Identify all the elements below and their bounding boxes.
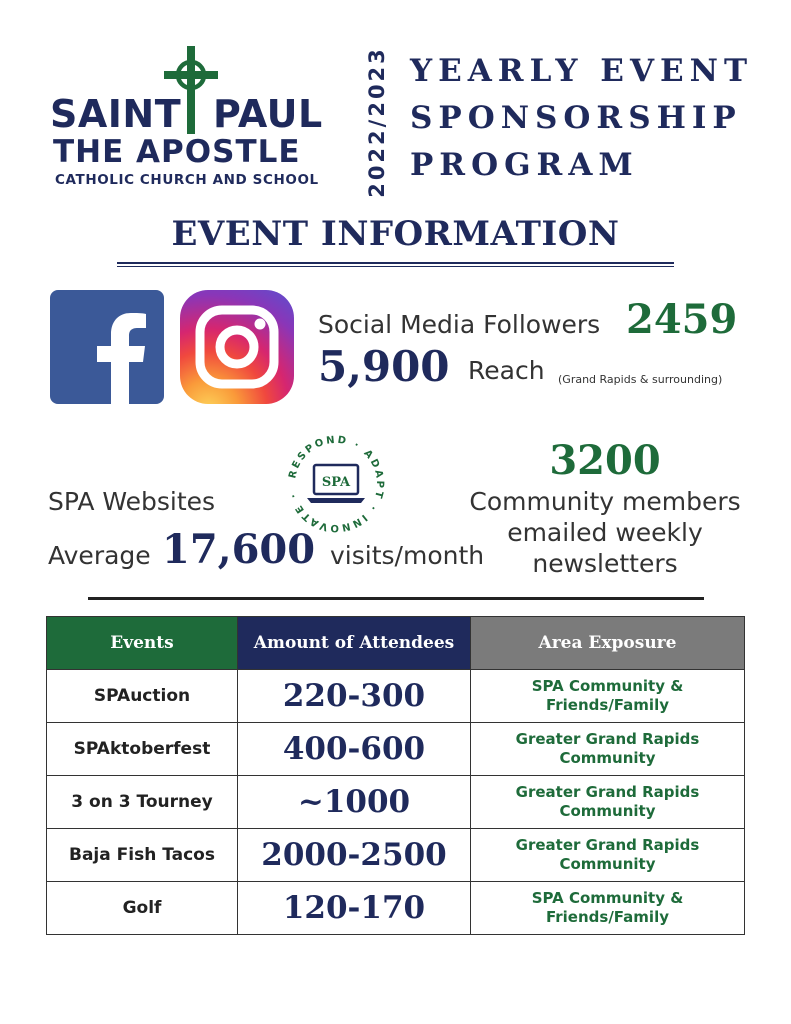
table-row xyxy=(47,829,745,882)
badge-ring-text: RESPOND · ADAPT · INNOVATE · xyxy=(287,434,386,534)
logo-subtitle: CATHOLIC CHURCH AND SCHOOL xyxy=(55,172,319,188)
table-row xyxy=(47,670,745,723)
average-label: Average xyxy=(48,541,151,570)
table-row xyxy=(47,776,745,829)
event-attendees: 400-600 xyxy=(238,723,471,776)
title-underline-thin xyxy=(117,266,674,267)
table-row xyxy=(47,882,745,935)
event-attendees: 220-300 xyxy=(238,670,471,723)
instagram-icon xyxy=(180,290,294,404)
reach-label: Reach xyxy=(468,356,545,385)
websites-label: SPA Websites xyxy=(48,487,216,516)
header-attendees: Amount of Attendees xyxy=(238,617,471,670)
title-underline xyxy=(117,262,674,264)
events-table xyxy=(46,616,745,935)
logo-the-apostle: THE APOSTLE xyxy=(53,134,301,170)
table-header-row xyxy=(47,617,745,670)
header-area-exposure: Area Exposure xyxy=(471,617,745,670)
program-title-line-1: YEARLY EVENT xyxy=(410,53,754,89)
visits-unit: visits/month xyxy=(330,541,485,570)
event-exposure: Greater Grand Rapids Community xyxy=(471,829,745,882)
reach-note: (Grand Rapids & surrounding) xyxy=(558,373,723,386)
event-exposure: SPA Community & Friends/Family xyxy=(471,882,745,935)
logo-saint: SAINT xyxy=(50,92,182,136)
section-title: EVENT INFORMATION xyxy=(171,214,620,254)
newsletter-text: Community members emailed weekly newsletters xyxy=(469,487,741,578)
facebook-icon xyxy=(50,290,164,404)
program-title-line-3: PROGRAM xyxy=(410,147,639,183)
event-name: Baja Fish Tacos xyxy=(47,829,238,882)
followers-label: Social Media Followers xyxy=(318,310,601,339)
newsletter-count: 3200 xyxy=(549,437,661,484)
event-attendees: ~1000 xyxy=(238,776,471,829)
event-exposure: Greater Grand Rapids Community xyxy=(471,776,745,829)
year-vertical: 2022/2023 xyxy=(365,46,389,198)
respond-adapt-innovate-badge xyxy=(281,429,391,539)
badge-center-text: SPA xyxy=(321,475,351,490)
section-divider xyxy=(88,597,704,600)
event-name: SPAuction xyxy=(47,670,238,723)
event-name: Golf xyxy=(47,882,238,935)
event-exposure: Greater Grand Rapids Community xyxy=(471,723,745,776)
reach-value: 5,900 xyxy=(318,342,450,391)
event-exposure: SPA Community & Friends/Family xyxy=(471,670,745,723)
logo-paul: PAUL xyxy=(213,92,323,136)
table-row xyxy=(47,723,745,776)
followers-count: 2459 xyxy=(626,296,738,343)
event-attendees: 120-170 xyxy=(238,882,471,935)
event-name: 3 on 3 Tourney xyxy=(47,776,238,829)
program-title-line-2: SPONSORSHIP xyxy=(410,100,742,136)
header-events: Events xyxy=(47,617,238,670)
visits-value: 17,600 xyxy=(162,526,316,573)
event-name: SPAktoberfest xyxy=(47,723,238,776)
event-attendees: 2000-2500 xyxy=(238,829,471,882)
